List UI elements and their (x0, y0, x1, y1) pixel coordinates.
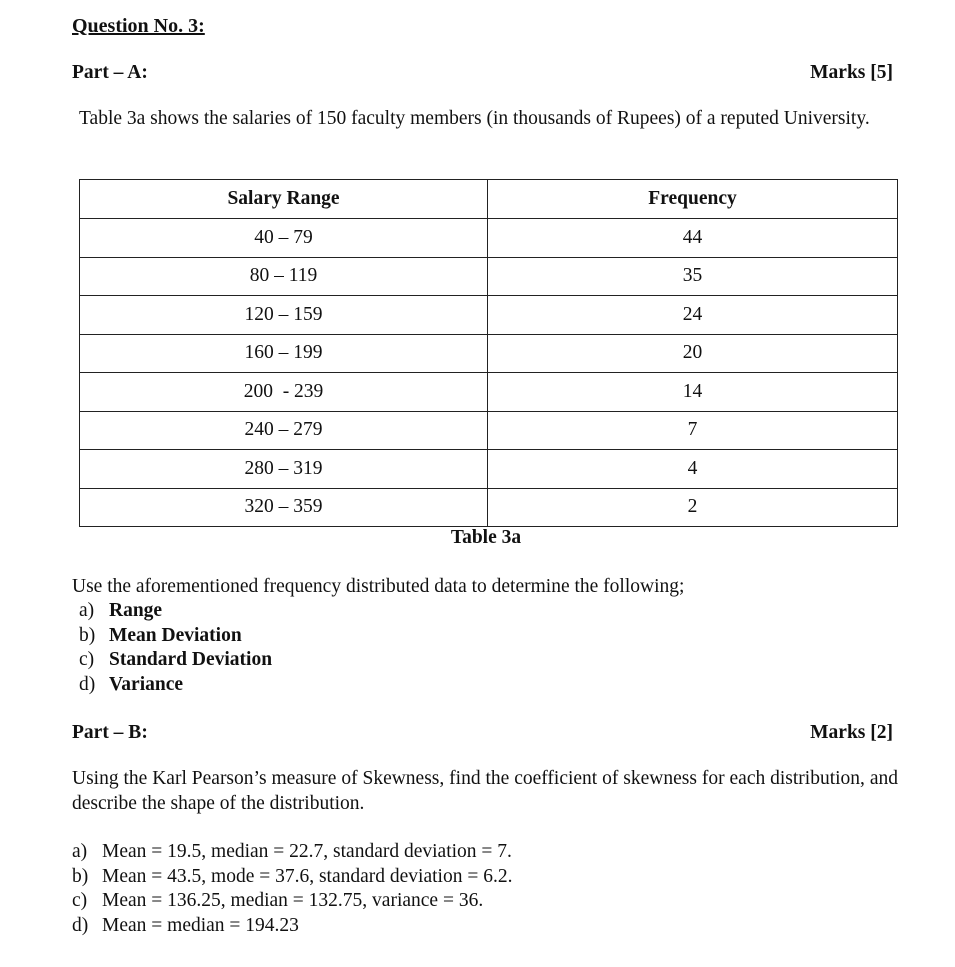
salary-range-cell: 200 - 239 (80, 373, 488, 412)
question-title: Question No. 3: (72, 15, 205, 37)
list-item (72, 840, 512, 865)
list-item (72, 889, 512, 914)
frequency-cell: 35 (488, 257, 898, 296)
salary-range-cell: 280 – 319 (80, 450, 488, 489)
list-item-text: Mean = median = 194.23 (102, 914, 299, 936)
salary-range-cell: 160 – 199 (80, 334, 488, 373)
part-b-question-list (72, 840, 512, 938)
table-row (80, 411, 898, 450)
list-item-text: Range (109, 600, 163, 621)
frequency-cell: 2 (488, 488, 898, 527)
table-row (80, 257, 898, 296)
part-b-intro: Using the Karl Pearson’s measure of Skewness, find the coefficient of skewness for each distribution, and describe the shape of the distribution. (72, 768, 898, 814)
list-item-label: a) (79, 600, 95, 621)
part-a-marks: Marks [5] (810, 62, 893, 83)
table-row (80, 373, 898, 412)
part-a-question-list (79, 599, 272, 697)
frequency-cell: 20 (488, 334, 898, 373)
list-item-text: Mean = 43.5, mode = 37.6, standard deviation = 6.2. (102, 865, 513, 887)
frequency-cell: 7 (488, 411, 898, 450)
part-a-intro: Table 3a shows the salaries of 150 faculty members (in thousands of Rupees) of a reputed University. (79, 108, 870, 129)
list-item (79, 673, 272, 698)
part-a-heading: Part – A: (72, 62, 148, 83)
list-item (72, 914, 512, 939)
list-item-label: c) (79, 649, 95, 670)
list-item-text: Mean Deviation (109, 624, 242, 646)
list-item-text: Mean = 136.25, median = 132.75, variance = 36. (102, 890, 484, 911)
table-header-row (80, 180, 898, 219)
list-item-label: d) (79, 673, 96, 695)
list-item-label: c) (72, 890, 88, 911)
table-row (80, 296, 898, 335)
table-row (80, 488, 898, 527)
salary-range-cell: 40 – 79 (80, 219, 488, 258)
frequency-cell: 44 (488, 219, 898, 258)
salary-range-cell: 80 – 119 (80, 257, 488, 296)
table-row (80, 450, 898, 489)
list-item-text: Standard Deviation (109, 649, 273, 670)
part-b-heading: Part – B: (72, 722, 148, 743)
list-item (79, 648, 272, 673)
list-item (79, 624, 272, 649)
part-b-marks: Marks [2] (810, 722, 893, 743)
header-salary-range: Salary Range (80, 180, 488, 219)
list-item (79, 599, 272, 624)
frequency-cell: 14 (488, 373, 898, 412)
frequency-cell: 4 (488, 450, 898, 489)
part-a-instruction: Use the aforementioned frequency distributed data to determine the following; (72, 576, 685, 597)
salary-range-cell: 240 – 279 (80, 411, 488, 450)
header-frequency: Frequency (488, 180, 898, 219)
list-item-text: Variance (109, 673, 184, 695)
table-caption: Table 3a (450, 527, 522, 548)
list-item-text: Mean = 19.5, median = 22.7, standard deviation = 7. (102, 841, 512, 862)
salary-range-cell: 120 – 159 (80, 296, 488, 335)
list-item (72, 865, 512, 890)
table-row (80, 219, 898, 258)
table-row (80, 334, 898, 373)
salary-range-cell: 320 – 359 (80, 488, 488, 527)
list-item-label: b) (79, 624, 96, 646)
frequency-cell: 24 (488, 296, 898, 335)
list-item-label: a) (72, 841, 88, 862)
salary-table (79, 179, 898, 527)
list-item-label: b) (72, 865, 89, 887)
list-item-label: d) (72, 914, 89, 936)
